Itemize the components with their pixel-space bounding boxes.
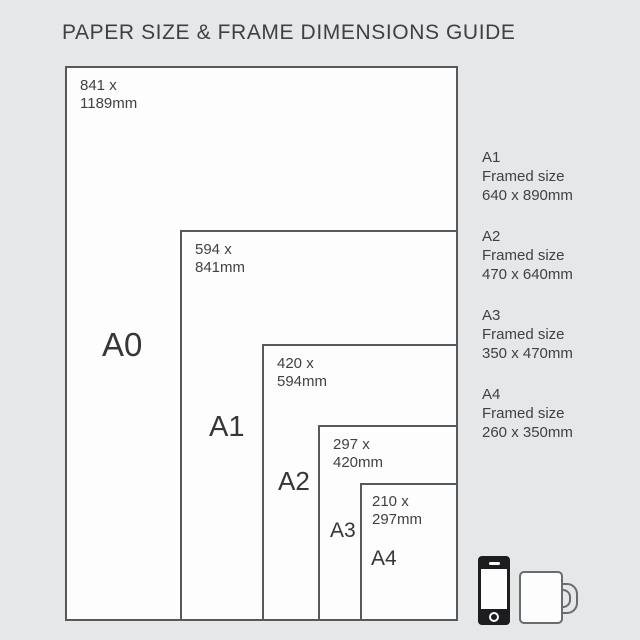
framed-size-value: 260 x 350mm xyxy=(482,424,573,441)
dimension-line: 297mm xyxy=(372,511,423,528)
dimension-line: 420 x xyxy=(277,355,314,372)
framed-size-entry-a4 xyxy=(482,385,573,442)
framed-size-label: A3 xyxy=(482,307,501,324)
dimension-line: 594 x xyxy=(195,241,232,258)
phone-screen xyxy=(481,569,507,609)
smartphone-icon xyxy=(478,556,510,625)
framed-size-caption: Framed size xyxy=(482,247,565,264)
paper-a3-dimensions xyxy=(333,436,383,472)
framed-size-label: A2 xyxy=(482,228,501,245)
paper-a4-dimensions xyxy=(372,493,422,529)
framed-size-entry-a2 xyxy=(482,227,573,284)
paper-a3-label: A3 xyxy=(330,519,356,542)
framed-size-list xyxy=(482,148,573,464)
framed-size-value: 350 x 470mm xyxy=(482,345,573,362)
framed-size-caption: Framed size xyxy=(482,326,565,343)
paper-a4 xyxy=(360,483,458,621)
framed-size-value: 640 x 890mm xyxy=(482,187,573,204)
page-title: PAPER SIZE & FRAME DIMENSIONS GUIDE xyxy=(62,21,516,44)
framed-size-value: 470 x 640mm xyxy=(482,266,573,283)
framed-size-label: A4 xyxy=(482,386,501,403)
framed-size-entry-a3 xyxy=(482,306,573,363)
paper-a4-label: A4 xyxy=(371,547,397,570)
dimension-line: 594mm xyxy=(277,373,328,390)
paper-a1-label: A1 xyxy=(209,411,245,443)
mug-body xyxy=(519,571,563,624)
framed-size-label: A1 xyxy=(482,149,501,166)
framed-size-caption: Framed size xyxy=(482,168,565,185)
paper-a1-dimensions xyxy=(195,241,245,277)
phone-speaker xyxy=(489,562,500,565)
paper-a2-label: A2 xyxy=(278,466,310,496)
phone-home-button xyxy=(489,612,499,622)
dimension-line: 420mm xyxy=(333,454,384,471)
paper-a0-dimensions xyxy=(80,77,137,113)
framed-size-caption: Framed size xyxy=(482,405,565,422)
paper-a0-label: A0 xyxy=(102,326,143,363)
dimension-line: 841mm xyxy=(195,259,246,276)
dimension-line: 210 x xyxy=(372,493,409,510)
dimension-line: 1189mm xyxy=(80,95,138,112)
framed-size-entry-a1 xyxy=(482,148,573,205)
paper-a2-dimensions xyxy=(277,355,327,391)
dimension-line: 297 x xyxy=(333,436,370,453)
dimension-line: 841 x xyxy=(80,77,117,94)
